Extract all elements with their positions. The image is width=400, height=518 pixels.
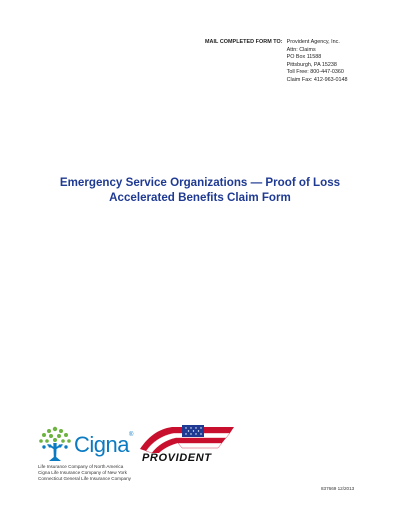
address-line: Provident Agency, Inc. xyxy=(286,39,340,45)
address-line: Attn: Claims xyxy=(286,46,316,53)
company-name: Cigna Life Insurance Company of New York xyxy=(38,470,127,476)
cigna-wordmark: Cigna® xyxy=(74,432,133,457)
provident-logo xyxy=(138,423,238,467)
company-name: Connecticut General Life Insurance Company xyxy=(38,476,131,482)
cigna-logo xyxy=(38,425,136,463)
toll-free-line: Toll Free: 800-447-0360 xyxy=(286,69,344,76)
form-title xyxy=(0,176,400,205)
provident-wordmark: PROVIDENT xyxy=(142,452,212,464)
cigna-tree-icon xyxy=(38,425,72,463)
claim-fax-line: Claim Fax: 412-963-0148 xyxy=(286,76,348,83)
form-title-line-1: Emergency Service Organizations — Proof of Loss xyxy=(59,176,341,189)
mail-to-label: MAIL COMPLETED FORM TO: xyxy=(205,39,283,45)
form-code: 837669 12/2013 xyxy=(321,486,355,491)
form-title-line-2: Accelerated Benefits Claim Form xyxy=(109,190,291,204)
mailing-address-block xyxy=(205,39,347,85)
address-line: PO Box 11588 xyxy=(286,54,322,61)
flag-icon xyxy=(138,423,238,453)
company-list xyxy=(38,464,131,482)
logo-row xyxy=(38,423,238,468)
mailing-address xyxy=(287,39,348,85)
address-line: Pittsburgh, PA 15238 xyxy=(286,61,337,68)
company-name: Life Insurance Company of North America xyxy=(38,464,124,469)
